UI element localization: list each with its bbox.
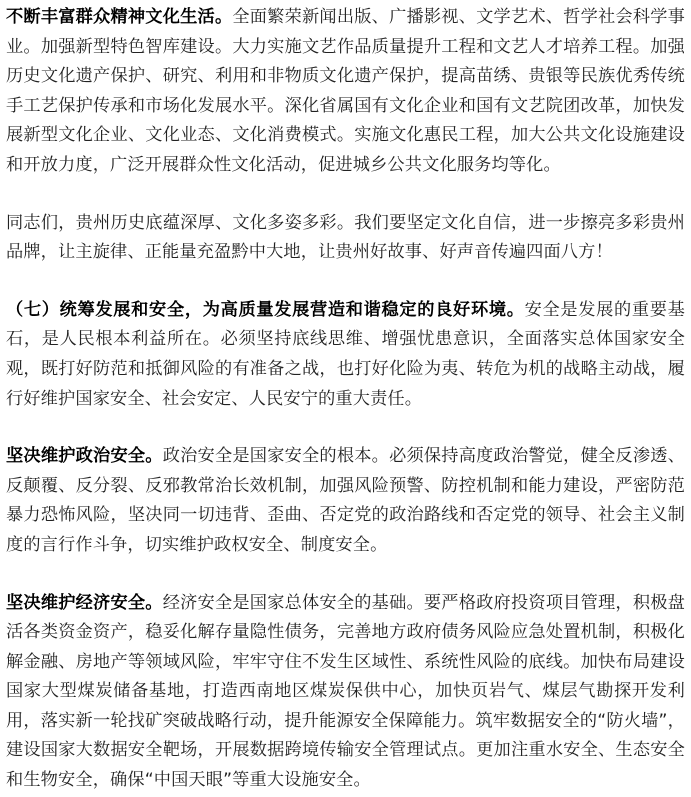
paragraph-culture: [6, 3, 685, 181]
paragraph-economic-security: [6, 589, 685, 796]
paragraph-text: 全面繁荣新闻出版、广播影视、文学艺术、哲学社会科学事业。加强新型特色智库建设。大力实施文艺作品质量提升工程和文艺人才培养工程。加强历史文化遗产保护、研究、利用和非物质文化遗产保护，提高苗绣、贵银等民族优秀传统手工艺保护传承和市场化发展水平。深化省属国有文化企业和国有文艺院团改革，加快发展新型文化企业、文化业态、文化消费模式。实施文化惠民工程，加大公共文化设施建设和开放力度，广泛开展群众性文化活动，促进城乡公共文化服务均等化。: [6, 7, 685, 175]
paragraph-development-security: [6, 296, 685, 414]
paragraph-heading: 坚决维护政治安全。: [6, 446, 163, 467]
paragraph-text: 政治安全是国家安全的根本。必须保持高度政治警觉，健全反渗透、反颠覆、反分裂、反邪教常治长效机制，加强风险预警、防控机制和能力建设，严密防范暴力恐怖风险，坚决同一切违背、歪曲、否定党的政治路线和否定党的领导、社会主义制度的言行作斗争，切实维护政权安全、制度安全。: [6, 446, 685, 555]
paragraph-guizhou: [6, 209, 685, 268]
paragraph-text: 同志们，贵州历史底蕴深厚、文化多姿多彩。我们要坚定文化自信，进一步擦亮多彩贵州品牌，让主旋律、正能量充盈黔中大地，让贵州好故事、好声音传遍四面八方！: [6, 212, 685, 263]
paragraph-heading: 不断丰富群众精神文化生活。: [6, 7, 233, 27]
paragraph-text: 安全是发展的重要基石，是人民根本利益所在。必须坚持底线思维、增强忧患意识，全面落实总体国家安全观，既打好防范和抵御风险的有准备之战，也打好化险为夷、转危为机的战略主动战，履行好维护国家安全、社会安定、人民安宁的重大责任。: [6, 299, 685, 409]
paragraph-heading: 坚决维护经济安全。: [6, 592, 163, 613]
paragraph-heading: （七）统筹发展和安全，为高质量发展营造和谐稳定的良好环境。: [6, 299, 525, 320]
paragraph-text: 经济安全是国家总体安全的基础。要严格政府投资项目管理，积极盘活各类资金资产，稳妥化解存量隐性债务，完善地方政府债务风险应急处置机制，积极化解金融、房地产等领域风险，牢牢守住不发生区域性、系统性风险的底线。加快布局建设国家大型煤炭储备基地，打造西南地区煤炭保供中心，加快页岩气、煤层气勘探开发利用，落实新一轮找矿突破战略行动，提升能源安全保障能力。筑牢数据安全的“防火墙”，建设国家大数据安全靶场，开展数据跨境传输安全管理试点。更加注重水安全、生态安全和生物安全，确保“中国天眼”等重大设施安全。: [6, 592, 685, 791]
paragraph-political-security: [6, 442, 685, 560]
